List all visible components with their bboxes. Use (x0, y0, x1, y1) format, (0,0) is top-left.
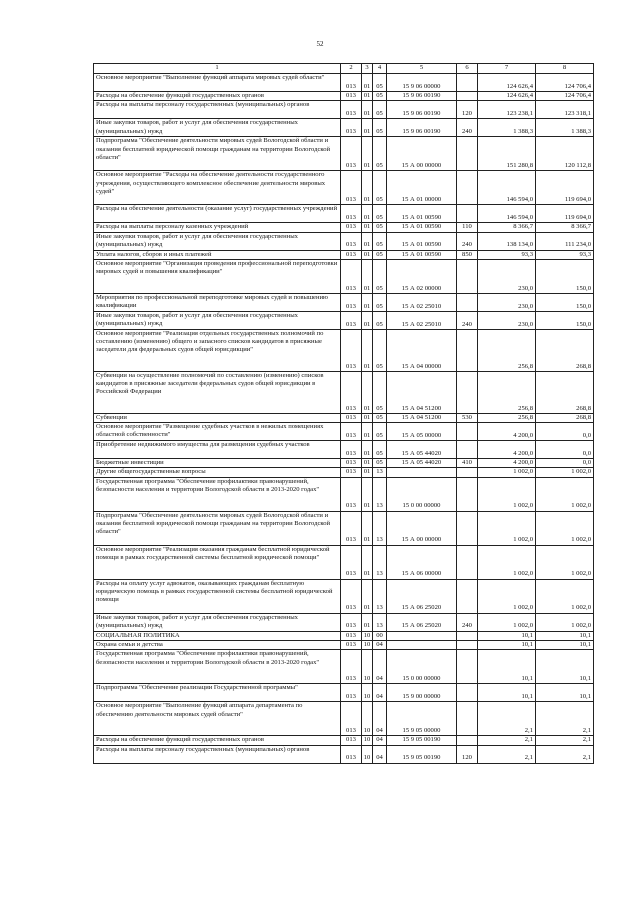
cell-amount-2: 150,0 (536, 259, 594, 293)
cell-section: 01 (362, 311, 373, 329)
cell-name: Бюджетные инвестиции (94, 459, 341, 468)
cell-code: 013 (341, 441, 362, 459)
cell-expense-type (457, 293, 478, 311)
cell-name: Иные закупки товаров, работ и услуг для обеспечения государственных (муниципальных) нужд (94, 232, 341, 250)
cell-amount-1: 1 002,0 (478, 477, 536, 511)
table-row (94, 631, 594, 640)
cell-section: 01 (362, 511, 373, 545)
cell-section: 01 (362, 171, 373, 205)
cell-section: 01 (362, 119, 373, 137)
cell-expense-type: 120 (457, 101, 478, 119)
cell-code: 013 (341, 468, 362, 477)
cell-amount-2: 120 112,8 (536, 137, 594, 171)
cell-section: 01 (362, 329, 373, 371)
cell-name: Основное мероприятие "Реализация оказания гражданам бесплатной юридической помощи в рамках государственной системы бесплатной юридической помощи" (94, 545, 341, 579)
cell-expense-type (457, 92, 478, 101)
cell-section: 01 (362, 613, 373, 631)
cell-amount-2: 10,1 (536, 650, 594, 684)
cell-code: 013 (341, 650, 362, 684)
table-row (94, 223, 594, 232)
cell-subsection: 05 (373, 413, 387, 422)
cell-section: 01 (362, 74, 373, 92)
cell-subsection: 05 (373, 92, 387, 101)
cell-name: Основное мероприятие "Выполнение функций аппарата мировых судей области" (94, 74, 341, 92)
cell-name: Основное мероприятие "Выполнение функций аппарата департамента по обеспечению деятельности мировых судей области" (94, 702, 341, 736)
cell-expense-type: 110 (457, 223, 478, 232)
cell-name: Основное мероприятие "Реализация отдельных государственных полномочий по составлению (изменению) общего и запасного списков кандидатов в присяжные заседатели для федеральных судов общей юрисдикции" (94, 329, 341, 371)
cell-amount-2: 2,1 (536, 702, 594, 736)
cell-subsection: 05 (373, 101, 387, 119)
cell-section: 01 (362, 250, 373, 259)
cell-subsection: 13 (373, 477, 387, 511)
cell-name: Мероприятия по профессиональной переподготовке мировых судей и повышению квалификации (94, 293, 341, 311)
cell-amount-1: 4 200,0 (478, 459, 536, 468)
cell-amount-2: 1 002,0 (536, 468, 594, 477)
cell-subsection: 04 (373, 745, 387, 763)
cell-name: Приобретение недвижимого имущества для размещения судебных участков (94, 441, 341, 459)
cell-subsection: 04 (373, 650, 387, 684)
table-row (94, 477, 594, 511)
cell-expense-type: 530 (457, 413, 478, 422)
cell-name: Расходы на обеспечение деятельности (оказание услуг) государственных учреждений (94, 205, 341, 223)
table-row (94, 736, 594, 745)
cell-code: 013 (341, 205, 362, 223)
table-row (94, 684, 594, 702)
cell-section: 01 (362, 92, 373, 101)
cell-target-article: 15 А 04 51200 (387, 413, 457, 422)
cell-amount-1: 2,1 (478, 736, 536, 745)
table-row (94, 232, 594, 250)
cell-name: Субвенции на осуществление полномочий по составлению (изменению) списков кандидатов в присяжные заседатели федеральных судов общей юрисдикции в Российской Федерации (94, 371, 341, 413)
cell-code: 013 (341, 423, 362, 441)
cell-expense-type (457, 371, 478, 413)
cell-section: 01 (362, 413, 373, 422)
column-number-subsection: 4 (373, 64, 387, 74)
cell-amount-1: 230,0 (478, 293, 536, 311)
cell-code: 013 (341, 631, 362, 640)
cell-target-article: 15 А 04 00000 (387, 329, 457, 371)
cell-section: 01 (362, 371, 373, 413)
table-row (94, 293, 594, 311)
table-row (94, 702, 594, 736)
cell-target-article: 15 9 05 00000 (387, 702, 457, 736)
cell-target-article: 15 А 02 00000 (387, 259, 457, 293)
cell-amount-2: 124 706,4 (536, 74, 594, 92)
cell-name: Расходы на оплату услуг адвокатов, оказывающих гражданам бесплатную юридическую помощь в рамках государственной системы бесплатной юридической помощи (94, 579, 341, 613)
cell-name: Расходы на выплаты персоналу государственных (муниципальных) органов (94, 745, 341, 763)
cell-subsection: 13 (373, 613, 387, 631)
cell-section: 10 (362, 650, 373, 684)
cell-code: 013 (341, 545, 362, 579)
cell-subsection: 05 (373, 329, 387, 371)
cell-section: 01 (362, 101, 373, 119)
column-number-section: 3 (362, 64, 373, 74)
cell-subsection: 04 (373, 641, 387, 650)
cell-subsection: 13 (373, 545, 387, 579)
cell-expense-type (457, 74, 478, 92)
cell-name: Расходы на обеспечение функций государственных органов (94, 92, 341, 101)
cell-section: 01 (362, 205, 373, 223)
cell-subsection: 04 (373, 702, 387, 736)
cell-code: 013 (341, 413, 362, 422)
cell-subsection: 13 (373, 468, 387, 477)
cell-section: 10 (362, 745, 373, 763)
cell-amount-2: 123 318,1 (536, 101, 594, 119)
cell-amount-1: 10,1 (478, 684, 536, 702)
cell-name: Подпрограмма "Обеспечение деятельности мировых судей Вологодской области и оказания бесплатной юридической помощи гражданам на территории Вологодской области" (94, 137, 341, 171)
column-number-expense-type: 6 (457, 64, 478, 74)
table-row (94, 459, 594, 468)
cell-subsection: 05 (373, 441, 387, 459)
cell-target-article (387, 631, 457, 640)
cell-code: 013 (341, 736, 362, 745)
cell-subsection: 05 (373, 74, 387, 92)
cell-subsection: 05 (373, 119, 387, 137)
cell-name: Расходы на обеспечение функций государственных органов (94, 736, 341, 745)
cell-name: Расходы на выплаты персоналу государственных (муниципальных) органов (94, 101, 341, 119)
cell-name: Субвенции (94, 413, 341, 422)
cell-expense-type (457, 545, 478, 579)
cell-target-article: 15 0 00 00000 (387, 650, 457, 684)
cell-name: Иные закупки товаров, работ и услуг для обеспечения государственных (муниципальных) нужд (94, 119, 341, 137)
cell-section: 01 (362, 468, 373, 477)
cell-target-article (387, 641, 457, 650)
table-row (94, 119, 594, 137)
column-number-row (94, 64, 594, 74)
cell-amount-2: 2,1 (536, 745, 594, 763)
cell-amount-2: 1 388,3 (536, 119, 594, 137)
cell-name: СОЦИАЛЬНАЯ ПОЛИТИКА (94, 631, 341, 640)
cell-section: 10 (362, 641, 373, 650)
cell-amount-1: 256,8 (478, 371, 536, 413)
cell-amount-2: 10,1 (536, 631, 594, 640)
cell-target-article: 15 А 04 51200 (387, 371, 457, 413)
cell-subsection: 05 (373, 250, 387, 259)
cell-target-article: 15 А 06 25020 (387, 579, 457, 613)
cell-target-article: 15 А 01 00590 (387, 223, 457, 232)
cell-target-article: 15 А 01 00000 (387, 171, 457, 205)
cell-subsection: 13 (373, 579, 387, 613)
column-number-code: 2 (341, 64, 362, 74)
cell-target-article: 15 9 06 00190 (387, 92, 457, 101)
table-row (94, 101, 594, 119)
budget-table (93, 63, 594, 764)
table-row (94, 311, 594, 329)
table-row (94, 641, 594, 650)
cell-expense-type (457, 631, 478, 640)
cell-section: 10 (362, 702, 373, 736)
cell-code: 013 (341, 137, 362, 171)
cell-name: Охрана семьи и детства (94, 641, 341, 650)
cell-amount-2: 1 002,0 (536, 579, 594, 613)
cell-amount-2: 93,3 (536, 250, 594, 259)
cell-amount-1: 1 002,0 (478, 613, 536, 631)
cell-amount-1: 256,8 (478, 413, 536, 422)
cell-amount-1: 4 200,0 (478, 423, 536, 441)
cell-name: Другие общегосударственные вопросы (94, 468, 341, 477)
cell-code: 013 (341, 293, 362, 311)
cell-subsection: 05 (373, 459, 387, 468)
cell-expense-type (457, 171, 478, 205)
cell-subsection: 05 (373, 223, 387, 232)
cell-code: 013 (341, 119, 362, 137)
cell-expense-type (457, 137, 478, 171)
cell-code: 013 (341, 171, 362, 205)
cell-amount-2: 1 002,0 (536, 545, 594, 579)
cell-code: 013 (341, 101, 362, 119)
cell-subsection: 13 (373, 511, 387, 545)
cell-code: 013 (341, 613, 362, 631)
cell-amount-1: 123 238,1 (478, 101, 536, 119)
cell-amount-1: 146 594,0 (478, 205, 536, 223)
cell-amount-2: 111 234,0 (536, 232, 594, 250)
cell-expense-type (457, 641, 478, 650)
cell-subsection: 05 (373, 311, 387, 329)
cell-amount-2: 119 694,0 (536, 171, 594, 205)
cell-expense-type: 240 (457, 232, 478, 250)
cell-section: 01 (362, 423, 373, 441)
cell-amount-1: 93,3 (478, 250, 536, 259)
table-row (94, 423, 594, 441)
cell-amount-1: 8 366,7 (478, 223, 536, 232)
cell-amount-1: 4 200,0 (478, 441, 536, 459)
table-row (94, 92, 594, 101)
cell-amount-1: 138 134,0 (478, 232, 536, 250)
cell-section: 01 (362, 459, 373, 468)
cell-target-article (387, 468, 457, 477)
table-row (94, 137, 594, 171)
cell-code: 013 (341, 311, 362, 329)
cell-target-article: 15 0 00 00000 (387, 477, 457, 511)
cell-name: Основное мероприятие "Организация проведения профессиональной переподготовки мировых судей и повышения квалификации" (94, 259, 341, 293)
table-row (94, 441, 594, 459)
cell-amount-1: 1 002,0 (478, 468, 536, 477)
cell-expense-type: 240 (457, 311, 478, 329)
cell-section: 10 (362, 684, 373, 702)
cell-amount-1: 10,1 (478, 650, 536, 684)
cell-name: Подпрограмма "Обеспечение деятельности мировых судей Вологодской области и оказания бесплатной юридической помощи гражданам на территории Вологодской области" (94, 511, 341, 545)
cell-amount-1: 230,0 (478, 259, 536, 293)
cell-code: 013 (341, 477, 362, 511)
cell-expense-type: 240 (457, 119, 478, 137)
cell-amount-1: 1 002,0 (478, 545, 536, 579)
cell-subsection: 05 (373, 423, 387, 441)
cell-amount-1: 2,1 (478, 745, 536, 763)
cell-target-article: 15 А 05 44020 (387, 441, 457, 459)
cell-code: 013 (341, 232, 362, 250)
cell-amount-2: 1 002,0 (536, 613, 594, 631)
table-row (94, 205, 594, 223)
cell-expense-type (457, 468, 478, 477)
table-row (94, 171, 594, 205)
cell-subsection: 00 (373, 631, 387, 640)
cell-target-article: 15 А 06 00000 (387, 545, 457, 579)
cell-amount-1: 146 594,0 (478, 171, 536, 205)
cell-code: 013 (341, 250, 362, 259)
cell-expense-type (457, 702, 478, 736)
column-number-name: 1 (94, 64, 341, 74)
cell-expense-type (457, 441, 478, 459)
column-number-amount-2: 8 (536, 64, 594, 74)
cell-target-article: 15 А 02 25010 (387, 311, 457, 329)
cell-target-article: 15 А 00 00000 (387, 511, 457, 545)
cell-expense-type (457, 650, 478, 684)
cell-section: 01 (362, 293, 373, 311)
cell-subsection: 05 (373, 371, 387, 413)
cell-code: 013 (341, 92, 362, 101)
cell-target-article: 15 9 06 00190 (387, 101, 457, 119)
table-row (94, 371, 594, 413)
cell-expense-type: 850 (457, 250, 478, 259)
cell-section: 01 (362, 223, 373, 232)
cell-section: 10 (362, 736, 373, 745)
cell-code: 013 (341, 459, 362, 468)
cell-target-article: 15 А 01 00590 (387, 232, 457, 250)
cell-amount-1: 10,1 (478, 641, 536, 650)
table-row (94, 329, 594, 371)
cell-section: 10 (362, 631, 373, 640)
cell-amount-2: 124 706,4 (536, 92, 594, 101)
cell-amount-1: 1 388,3 (478, 119, 536, 137)
cell-amount-1: 10,1 (478, 631, 536, 640)
cell-expense-type: 240 (457, 613, 478, 631)
table-row (94, 413, 594, 422)
cell-section: 01 (362, 545, 373, 579)
cell-expense-type (457, 329, 478, 371)
cell-subsection: 05 (373, 205, 387, 223)
cell-code: 013 (341, 745, 362, 763)
cell-amount-2: 150,0 (536, 293, 594, 311)
cell-section: 01 (362, 579, 373, 613)
table-row (94, 250, 594, 259)
cell-amount-2: 10,1 (536, 641, 594, 650)
cell-amount-2: 0,0 (536, 459, 594, 468)
cell-section: 01 (362, 232, 373, 250)
cell-name: Иные закупки товаров, работ и услуг для обеспечения государственных (муниципальных) нужд (94, 613, 341, 631)
cell-code: 013 (341, 702, 362, 736)
cell-amount-1: 230,0 (478, 311, 536, 329)
cell-subsection: 05 (373, 171, 387, 205)
cell-name: Государственная программа "Обеспечение профилактики правонарушений, безопасности населения и территории Вологодской области в 2013-2020 годах" (94, 650, 341, 684)
cell-expense-type (457, 205, 478, 223)
table-row (94, 745, 594, 763)
cell-target-article: 15 9 06 00000 (387, 74, 457, 92)
cell-amount-2: 150,0 (536, 311, 594, 329)
cell-amount-1: 2,1 (478, 702, 536, 736)
cell-expense-type (457, 423, 478, 441)
cell-amount-1: 256,8 (478, 329, 536, 371)
cell-amount-1: 151 280,8 (478, 137, 536, 171)
cell-target-article: 15 А 01 00590 (387, 205, 457, 223)
cell-amount-2: 268,8 (536, 413, 594, 422)
cell-name: Уплата налогов, сборов и иных платежей (94, 250, 341, 259)
cell-code: 013 (341, 684, 362, 702)
cell-target-article: 15 А 02 25010 (387, 293, 457, 311)
table-row (94, 650, 594, 684)
table-row (94, 579, 594, 613)
page-number: 52 (316, 40, 324, 48)
cell-code: 013 (341, 74, 362, 92)
cell-name: Подпрограмма "Обеспечение реализации Государственной программы" (94, 684, 341, 702)
table-row (94, 468, 594, 477)
column-number-amount-1: 7 (478, 64, 536, 74)
cell-name: Государственная программа "Обеспечение профилактики правонарушений, безопасности населения и территории Вологодской области в 2013-2020 годах" (94, 477, 341, 511)
cell-expense-type (457, 579, 478, 613)
cell-name: Основное мероприятие "Размещение судебных участков в нежилых помещениях областной собственности" (94, 423, 341, 441)
cell-expense-type (457, 477, 478, 511)
cell-amount-2: 268,8 (536, 329, 594, 371)
cell-target-article: 15 9 05 00190 (387, 736, 457, 745)
cell-subsection: 04 (373, 684, 387, 702)
column-number-target: 5 (387, 64, 457, 74)
cell-target-article: 15 А 05 44020 (387, 459, 457, 468)
table-row (94, 545, 594, 579)
cell-code: 013 (341, 329, 362, 371)
cell-code: 013 (341, 579, 362, 613)
cell-target-article: 15 А 00 00000 (387, 137, 457, 171)
cell-target-article: 15 А 06 25020 (387, 613, 457, 631)
cell-amount-2: 8 366,7 (536, 223, 594, 232)
cell-amount-2: 268,8 (536, 371, 594, 413)
cell-code: 013 (341, 511, 362, 545)
cell-section: 01 (362, 137, 373, 171)
cell-target-article: 15 А 05 00000 (387, 423, 457, 441)
cell-name: Основное мероприятие "Расходы на обеспечение деятельности государственного учреждения, осуществляющего комплексное обеспечение деятельности мировых судей" (94, 171, 341, 205)
cell-code: 013 (341, 259, 362, 293)
cell-amount-1: 1 002,0 (478, 511, 536, 545)
cell-target-article: 15 А 01 00590 (387, 250, 457, 259)
table-row (94, 511, 594, 545)
cell-expense-type (457, 511, 478, 545)
cell-subsection: 05 (373, 293, 387, 311)
cell-code: 013 (341, 223, 362, 232)
table-row (94, 259, 594, 293)
cell-amount-1: 124 626,4 (478, 74, 536, 92)
cell-amount-2: 2,1 (536, 736, 594, 745)
cell-expense-type: 120 (457, 745, 478, 763)
cell-code: 013 (341, 641, 362, 650)
cell-amount-1: 124 626,4 (478, 92, 536, 101)
cell-amount-2: 1 002,0 (536, 477, 594, 511)
cell-code: 013 (341, 371, 362, 413)
cell-subsection: 05 (373, 232, 387, 250)
cell-section: 01 (362, 259, 373, 293)
cell-subsection: 04 (373, 736, 387, 745)
cell-section: 01 (362, 477, 373, 511)
cell-target-article: 15 9 00 00000 (387, 684, 457, 702)
cell-expense-type: 410 (457, 459, 478, 468)
cell-amount-2: 10,1 (536, 684, 594, 702)
cell-expense-type (457, 259, 478, 293)
cell-section: 01 (362, 441, 373, 459)
cell-amount-2: 1 002,0 (536, 511, 594, 545)
cell-name: Расходы на выплаты персоналу казенных учреждений (94, 223, 341, 232)
cell-amount-2: 0,0 (536, 441, 594, 459)
cell-amount-1: 1 002,0 (478, 579, 536, 613)
cell-subsection: 05 (373, 259, 387, 293)
cell-amount-2: 0,0 (536, 423, 594, 441)
table-row (94, 74, 594, 92)
table-row (94, 613, 594, 631)
cell-name: Иные закупки товаров, работ и услуг для обеспечения государственных (муниципальных) нужд (94, 311, 341, 329)
cell-amount-2: 119 694,0 (536, 205, 594, 223)
cell-target-article: 15 9 06 00190 (387, 119, 457, 137)
cell-target-article: 15 9 05 00190 (387, 745, 457, 763)
cell-expense-type (457, 684, 478, 702)
cell-subsection: 05 (373, 137, 387, 171)
cell-expense-type (457, 736, 478, 745)
